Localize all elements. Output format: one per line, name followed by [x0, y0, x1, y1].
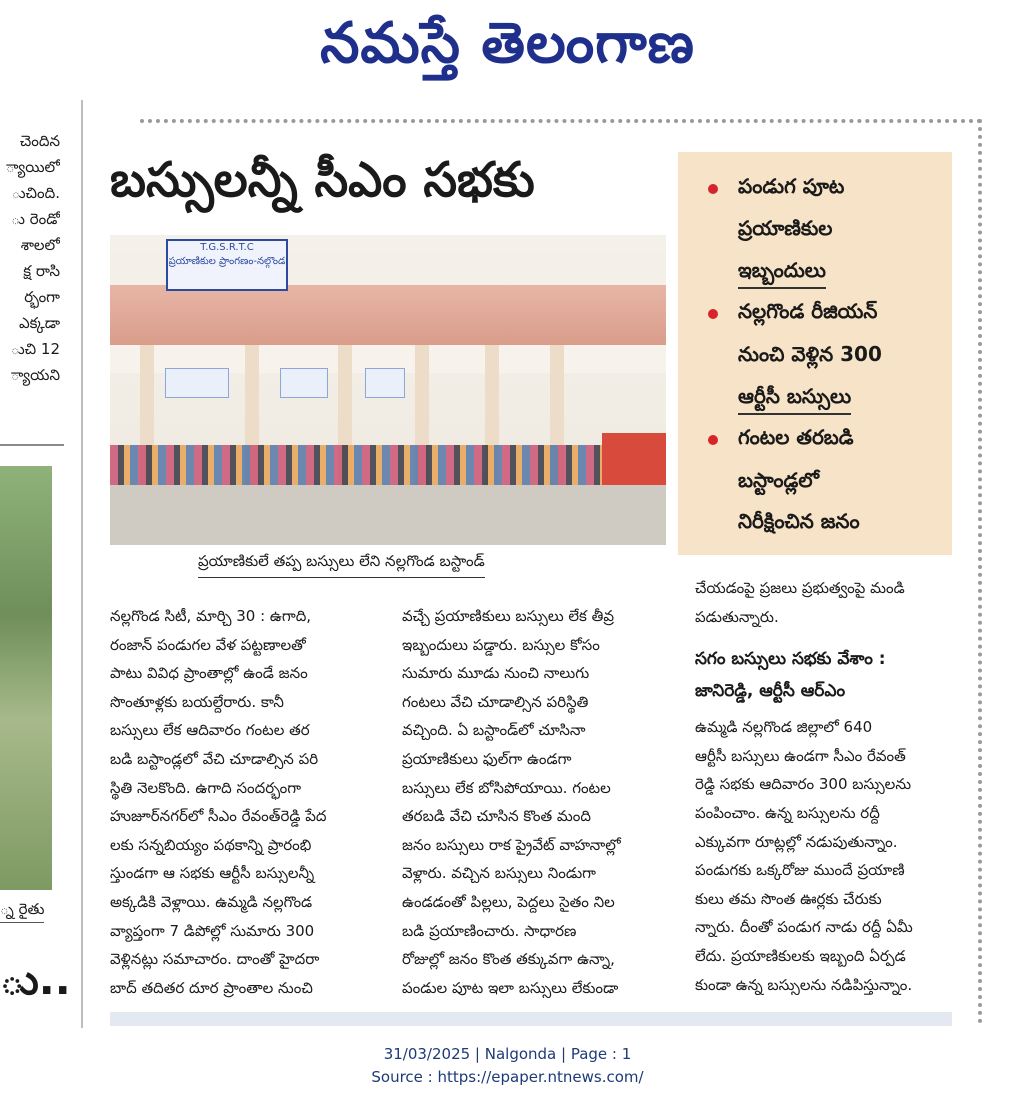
- body-line: గంటలు వేచి చూడాల్సిన పరిస్థితి: [402, 692, 589, 711]
- photo-banner: [165, 368, 229, 398]
- body-line: పాటు వివిధ ప్రాంతాల్లో ఉండే జనం: [110, 664, 308, 683]
- edition-info: 31/03/2025 | Nalgonda | Page : 1: [383, 1045, 632, 1063]
- subheading: జానిరెడ్డి, ఆర్టీసీ ఆర్ఎం: [695, 681, 846, 702]
- body-line: బడి బస్టాండ్లలో వేచి చూడాల్సిన పరి: [110, 749, 319, 768]
- body-line: ఇబ్బందులు పడ్డారు. బస్సుల కోసం: [402, 635, 600, 654]
- photo-caption: ప్రయాణికులే తప్ప బస్సులు లేని నల్లగొండ బస్టాండ్: [198, 552, 485, 578]
- top-dotted-rule: [140, 119, 982, 123]
- highlight-line: నుంచి వెళ్లిన 300: [738, 342, 882, 366]
- body-line: ఆర్టీసీ బస్సులు ఉండగా సీఎం రేవంత్: [695, 746, 906, 765]
- fragment-line: శాలలో: [20, 236, 60, 254]
- body-line: వెళ్లినట్లు సమాచారం. దాంతో హైదరా: [110, 950, 320, 969]
- body-line: కుండా ఉన్న బస్సులను నడిపిస్తున్నాం.: [695, 975, 913, 994]
- fragment-line: ు రెండో: [11, 210, 60, 228]
- body-line: అక్కడికి వెళ్లాయి. ఉమ్మడి నల్లగొండ: [110, 892, 313, 911]
- highlight-line: బస్టాండ్లలో: [738, 468, 819, 492]
- fragment-line: ుచి 12: [10, 340, 60, 358]
- body-line: పంపించాం. ఉన్న బస్సులను రద్దీ: [695, 803, 880, 822]
- body-line: కులు తమ సొంత ఊర్లకు చేరుకు: [695, 889, 882, 908]
- body-line: లకు సన్నబియ్యం పథకాన్ని ప్రారంభి: [110, 835, 312, 854]
- left-photo-caption: ్న రైతు: [0, 900, 44, 923]
- highlight-line: గంటల తరబడి: [738, 425, 854, 449]
- highlight-line: నిరీక్షించిన జనం: [738, 509, 860, 533]
- photo-roof: [110, 285, 666, 345]
- body-line: వచ్చే ప్రయాణికులు బస్సులు లేక తీవ్ర: [402, 607, 615, 625]
- body-line: పడుతున్నారు.: [695, 607, 779, 626]
- newspaper-masthead: నమస్తే తెలంగాణ: [320, 10, 695, 76]
- body-line: లేదు. ప్రయాణికులకు ఇబ్బంది ఏర్పడ: [695, 946, 906, 965]
- fragment-line: ్యాయని: [10, 366, 60, 384]
- article-column-3: [695, 574, 950, 999]
- body-line: వ్యాప్తంగా 7 డిపోల్లో సుమారు 300: [110, 921, 315, 940]
- left-headline-fragment: ు..: [0, 955, 71, 1004]
- bullet-icon: [708, 309, 718, 319]
- body-line: ఉమ్మడి నల్లగొండ జిల్లాలో 640: [695, 718, 873, 737]
- body-line: బస్సులు లేక ఆదివారం గంటల తర: [110, 721, 310, 740]
- left-field-photo: [0, 466, 52, 890]
- photo-crowd: [110, 445, 666, 490]
- left-article-rule: [0, 444, 64, 446]
- highlights-box: [678, 152, 952, 555]
- fragment-line: ్యాయిలో: [5, 158, 60, 176]
- body-line: బస్సులు లేక బోసిపోయాయి. గంటల: [402, 778, 611, 797]
- body-line: రంజాన్ పండుగల వేళ పట్టణాలతో: [110, 635, 306, 654]
- tgsrtc-signboard: [166, 239, 288, 291]
- highlight-line: ప్రయాణికుల: [738, 216, 833, 240]
- body-line: హుజూర్‌నగర్‌లో సీఎం రేవంత్‌రెడ్డి పేద: [110, 807, 327, 826]
- fragment-line: ఎక్కడా: [18, 314, 60, 332]
- body-line: ప్రయాణికులు ఫుల్‌గా ఉండగా: [402, 749, 572, 768]
- body-line: స్థితి నెలకొంది. ఉగాది సందర్భంగా: [110, 778, 302, 797]
- bullet-icon: [708, 435, 718, 445]
- photo-bus: [602, 433, 666, 485]
- body-line: రెడ్డి సభకు ఆదివారం 300 బస్సులను: [695, 775, 912, 794]
- body-line: సుమారు మూడు నుంచి నాలుగు: [402, 664, 590, 683]
- sign-line: T.G.S.R.T.C: [200, 242, 254, 253]
- page-footer: [0, 1043, 1015, 1089]
- highlight-line: నల్లగొండ రీజియన్: [738, 299, 878, 323]
- highlight-line: ఆర్టీసీ బస్సులు: [738, 384, 851, 415]
- photo-banner: [280, 368, 328, 398]
- body-line: పండుగకు ఒక్కరోజు ముందే ప్రయాణి: [695, 861, 905, 880]
- body-line: ఉండడంతో పిల్లలు, పెద్దలు సైతం నిల: [402, 892, 615, 911]
- body-line: స్తుండగా ఆ సభకు ఆర్టీసీ బస్సులన్నీ: [110, 864, 315, 883]
- body-line: రోజుల్లో జనం కొంత తక్కువగా ఉన్నా,: [402, 950, 615, 969]
- body-line: బాద్ తదితర దూర ప్రాంతాల నుంచి: [110, 978, 313, 997]
- article-headline: బస్సులన్నీ సీఎం సభకు: [110, 152, 535, 208]
- body-line: జనం బస్సులు రాక ప్రైవేట్ వాహనాల్లో: [402, 835, 621, 854]
- fragment-line: క్ష రాసి: [23, 262, 60, 280]
- subheading: సగం బస్సులు సభకు వేశాం :: [695, 649, 886, 670]
- bottom-strip: [110, 1012, 952, 1026]
- body-line: వెళ్లారు. వచ్చిన బస్సులు నిండుగా: [402, 864, 596, 883]
- column-divider: [81, 100, 83, 1028]
- article-column-2: [402, 602, 657, 1002]
- fragment-line: ర్భంగా: [24, 288, 60, 306]
- sign-line: ప్రయాణికుల ప్రాంగణం-నల్గొండ: [168, 256, 286, 267]
- bullet-icon: [708, 184, 718, 194]
- highlight-line: పండుగ పూట: [738, 174, 845, 198]
- left-article-fragment: [0, 128, 60, 388]
- photo-floor: [110, 485, 666, 545]
- fragment-line: చెందిన: [19, 132, 60, 150]
- body-line: సొంతూళ్లకు బయల్దేరారు. కానీ: [110, 692, 284, 711]
- fragment-line: ుచింది.: [11, 184, 60, 202]
- highlight-line: ఇబ్బందులు: [738, 258, 826, 289]
- body-line: వచ్చింది. ఏ బస్టాండ్‌లో చూసినా: [402, 721, 586, 740]
- body-line: పండుల పూట ఇలా బస్సులు లేకుండా: [402, 978, 619, 997]
- bus-stand-photo: [110, 235, 666, 545]
- body-line: బడి ప్రయాణించారు. సాధారణ: [402, 921, 577, 940]
- source-link[interactable]: Source : https://epaper.ntnews.com/: [371, 1068, 644, 1086]
- body-line: న్నారు. దీంతో పండుగ నాడు రద్దీ ఏమీ: [695, 918, 913, 937]
- body-line: నల్లగొండ సిటీ, మార్చి 30 : ఉగాది,: [110, 607, 312, 625]
- photo-banner: [365, 368, 405, 398]
- body-line: తరబడి వేచి చూసిన కొంత మంది: [402, 807, 591, 826]
- body-line: చేయడంపై ప్రజలు ప్రభుత్వంపై మండి: [695, 579, 905, 597]
- article-column-1: [110, 602, 365, 1002]
- right-dotted-rule: [978, 119, 982, 1024]
- body-line: ఎక్కువగా రూట్లల్లో నడుపుతున్నాం.: [695, 832, 898, 851]
